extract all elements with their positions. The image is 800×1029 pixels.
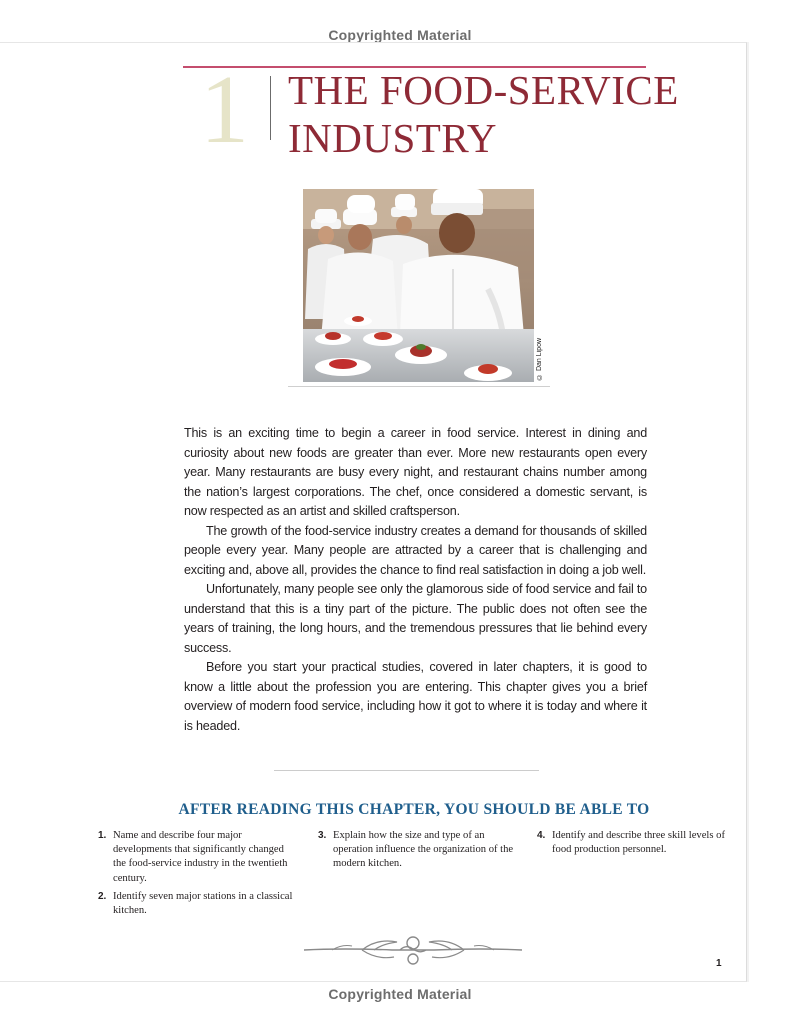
chapter-title-line-1: THE FOOD-SERVICE: [288, 67, 679, 113]
copyright-watermark-bottom: Copyrighted Material: [328, 986, 472, 1002]
objective-text: Identify and describe three skill levels of food production personnel.: [552, 830, 725, 856]
title-divider: [270, 76, 271, 140]
page-number: 1: [716, 958, 722, 969]
decorative-ornament-icon: [302, 930, 524, 970]
chefs-photo: [303, 189, 534, 382]
body-paragraph: Unfortunately, many people see only the glamorous side of food service and fail to understand that this is a tiny part of the picture. The public does not often see the years of training, the long hours, and the tremendous pressures that lie behind every success.: [184, 582, 647, 655]
objective-text: Identify seven major stations in a classical kitchen.: [113, 890, 293, 917]
chapter-title: [288, 66, 718, 162]
objective-number: 3.: [318, 830, 327, 841]
objective-item: [98, 829, 298, 886]
chapter-title-line-2: INDUSTRY: [288, 115, 498, 161]
section-rule: [274, 770, 539, 771]
objectives-heading: AFTER READING THIS CHAPTER, YOU SHOULD BE ABLE TO: [178, 801, 650, 818]
photo-credit: © Dan Lipow: [536, 337, 543, 380]
body-paragraph: Before you start your practical studies, covered in later chapters, it is good to know a little about the profession you are entering. This chapter gives you a brief overview of modern food service, including how it got to where it is today and where it is headed.: [184, 660, 647, 733]
objectives-column-3: [537, 829, 747, 861]
chapter-number: 1: [200, 56, 249, 164]
objective-number: 2.: [98, 890, 107, 902]
objectives-column-2: [318, 829, 518, 876]
body-paragraph: This is an exciting time to begin a career in food service. Interest in dining and curiosity about new foods are greater than ever. More new restaurants open every year. Many restaurants are busy every night, and restaurant chains number among the nation’s largest corporations. The chef, once considered a domestic servant, is now respected as an artist and skilled craftsperson.: [184, 426, 647, 518]
photo-rule: [288, 386, 550, 387]
objective-item: [98, 890, 298, 918]
copyright-watermark-top: Copyrighted Material: [328, 27, 472, 43]
objectives-column-1: [98, 829, 298, 922]
body-text: [184, 424, 647, 736]
objective-number: 1.: [98, 830, 107, 841]
body-paragraph: The growth of the food-service industry creates a demand for thousands of skilled people every year. Many people are attracted by a career that is challenging and exciting and, above all, provides the chance to find real satisfaction in doing a job well.: [184, 523, 647, 577]
objective-text: Explain how the size and type of an operation influence the organization of the modern kitchen.: [333, 830, 514, 870]
chefs-plating-illustration: [303, 189, 534, 382]
objective-item: [318, 829, 518, 872]
objective-text: Name and describe four major developments that significantly changed the food-service industry in the twentieth century.: [113, 830, 288, 884]
objective-item: [537, 829, 747, 857]
objective-number: 4.: [537, 830, 546, 841]
